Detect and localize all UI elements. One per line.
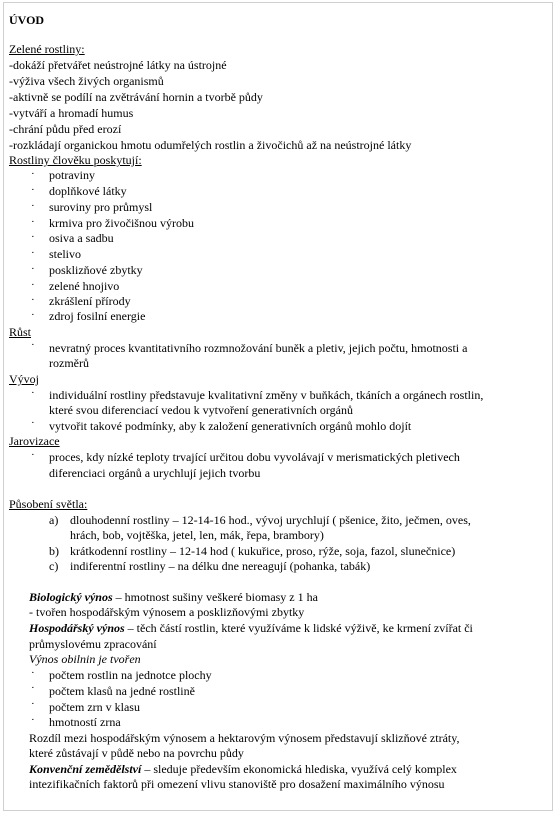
vyvoj-text: individuální rostliny představuje kvalitativní změny v buňkách, tkáních a orgánech rostlin, [49,388,484,402]
vyvoj-text: vytvořit takové podmínky, aby k založení generativních orgánů mohlo dojít [49,419,412,433]
zelene-item: -dokáží přetvářet neústrojné látky na ústrojné [9,58,227,72]
svetlo-item: krátkodenní rostliny – 12-14 hod ( kukuřice, proso, rýže, soja, fazol, slunečnice) [70,544,456,558]
list-item: potraviny [49,168,95,182]
bullet-icon: · [31,279,35,291]
bullet-icon: · [31,667,35,679]
bullet-icon: · [31,294,35,306]
vynos-text: průmyslovému zpracování [29,637,157,651]
bullet-icon: · [31,168,35,180]
section-heading-poskytuji: Rostliny člověku poskytují: [9,153,142,167]
term: Hospodářský výnos [29,621,125,635]
zelene-item: -vytváří a hromadí humus [9,106,134,120]
biologicky-vynos-line [29,590,318,604]
list-marker: b) [49,544,59,558]
list-item: zelené hnojivo [49,279,120,293]
bullet-icon: · [31,231,35,243]
bullet-icon: · [31,263,35,275]
list-item: zkrášlení přírody [49,294,131,308]
jarovizace-text: proces, kdy nízké teploty trvající určitou dobu vyvolávají v merismatických pletivech [49,450,460,464]
vynos-text: - tvořen hospodářským výnosem a posklizňovými zbytky [29,605,305,619]
vynos-text: které zůstávají v půdě nebo na povrchu půdy [29,746,244,760]
vynos-obilnin-heading: Výnos obilnin je tvořen [29,652,141,666]
zelene-item: -rozkládají organickou hmotu odumřelých rostlin a živočichů až na neústrojné látky [9,138,412,152]
definition: – hmotnost sušiny veškeré biomasy z 1 ha [112,590,318,604]
bullet-icon: · [31,184,35,196]
term: Konvenční zemědělství [29,762,142,776]
bullet-icon: · [31,339,35,351]
list-marker: c) [49,559,59,573]
bullet-icon: · [31,200,35,212]
list-item: počtem zrn v klasu [49,700,140,714]
section-heading-rust: Růst [9,325,32,339]
bullet-icon: · [31,387,35,399]
section-heading-zelene: Zelené rostliny: [9,42,85,56]
section-heading-vyvoj: Vývoj [9,372,39,386]
vynos-text: intezifikačních faktorů při omezení vlivu stanoviště pro dosažení maximálního výnosu [29,777,445,791]
svetlo-item: hrách, bob, vojtěška, jetel, len, mák, řepa, brambory) [70,528,324,542]
vyvoj-text: které svou diferenciací vedou k vytvoření generativních orgánů [49,403,354,417]
bullet-icon: · [31,417,35,429]
definition: – těch částí rostlin, které využíváme k lidské výživě, ke krmení zvířat či [124,621,473,635]
list-item: stelivo [49,247,81,261]
list-item: hmotností zrna [49,715,121,729]
zelene-item: -chrání půdu před erozí [9,122,122,136]
zelene-item: -aktivně se podílí na zvětrávání hornin a tvorbě půdy [9,90,263,104]
bullet-icon: · [31,698,35,710]
list-item: krmiva pro živočišnou výrobu [49,216,194,230]
bullet-icon: · [31,309,35,321]
jarovizace-text: diferenciaci orgánů a urychlují jejich tvorbu [49,466,261,480]
bullet-icon: · [31,216,35,228]
rust-text: rozměrů [49,356,89,370]
bullet-icon: · [31,682,35,694]
bullet-icon: · [31,714,35,726]
term: Biologický výnos [29,590,113,604]
bullet-icon: · [31,247,35,259]
list-marker: a) [49,513,59,527]
list-item: zdroj fosilní energie [49,309,146,323]
svetlo-item: indiferentní rostliny – na délku dne nereagují (pohanka, tabák) [70,559,371,573]
zelene-item: -výživa všech živých organismů [9,74,164,88]
section-heading-jarovizace: Jarovizace [9,434,60,448]
konvencni-zemedelstvi-line [29,762,457,776]
section-heading-svetlo: Působení světla: [9,497,88,511]
svetlo-item: dlouhodenní rostliny – 12-14-16 hod., vývoj urychlují ( pšenice, žito, ječmen, oves, [70,513,471,527]
list-item: počtem rostlin na jednotce plochy [49,668,212,682]
list-item: osiva a sadbu [49,231,114,245]
vynos-text: Rozdíl mezi hospodářským výnosem a hektarovým výnosem představují sklizňové ztráty, [29,731,460,745]
page-title: ÚVOD [9,13,45,27]
list-item: posklizňové zbytky [49,263,143,277]
bullet-icon: · [31,449,35,461]
hospodarsky-vynos-line [29,621,473,635]
rust-text: nevratný proces kvantitativního rozmnožování buněk a pletiv, jejich počtu, hmotnosti a [49,341,468,355]
definition: – sleduje především ekonomická hlediska, využívá celý komplex [141,762,457,776]
list-item: doplňkové látky [49,184,127,198]
list-item: počtem klasů na jedné rostlině [49,684,195,698]
list-item: suroviny pro průmysl [49,200,153,214]
